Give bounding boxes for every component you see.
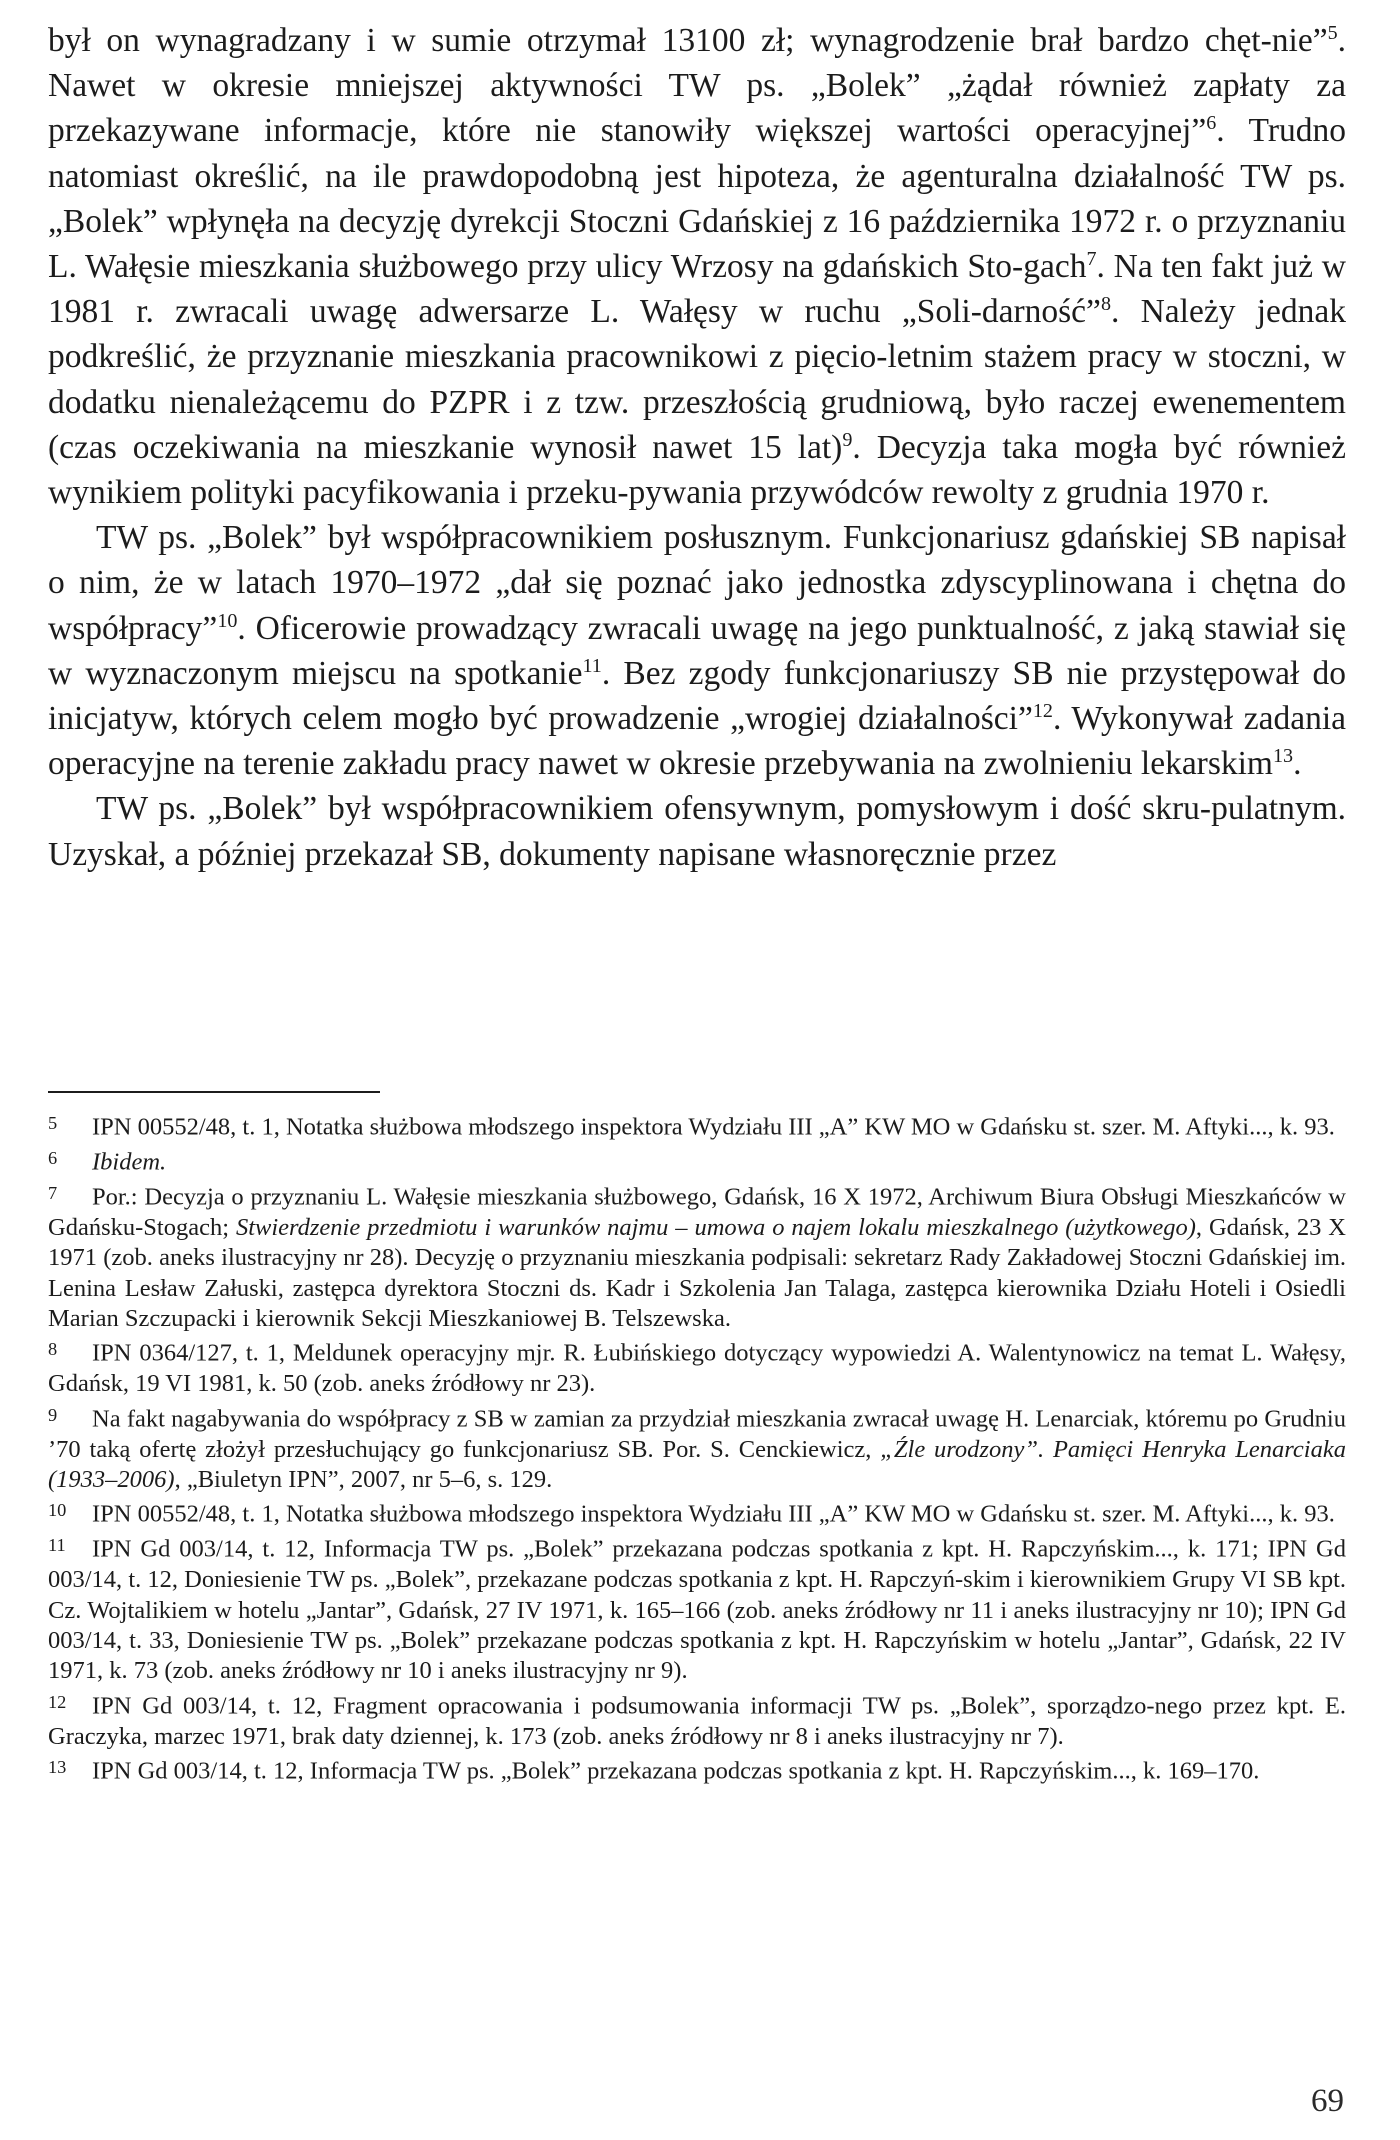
footnote-text: IPN Gd 003/14, t. 12, Informacja TW ps. „Bolek” przekazana podczas spotkania z kpt. H. Rapczyńskim..., k. 171; IPN Gd 003/14, t. 12, Doniesienie TW ps. „Bolek”, przekazane podczas spotkania z kpt. H. Rapczyń-skim i kierownikiem Grupy VI SB kpt. Cz. Wojtalikiem w hotelu „Jantar”, Gdańsk, 27 IV 1971, k. 165–166 (zob. aneks źródłowy nr 11 i aneks ilustracyjny nr 10); IPN Gd 003/14, t. 33, Doniesienie TW ps. „Bolek” przekazane podczas spotkania z kpt. H. Rapczyńskim w hotelu „Jantar”, Gdańsk, 22 IV 1971, k. 73 (zob. aneks źródłowy nr 10 i aneks ilustracyjny nr 9). — [48, 1535, 1346, 1685]
paragraph-text: . Na ten fakt już w 1981 r. zwracali uwagę adwersarze L. Wałęsy w ruchu „Soli-darność” — [48, 248, 1346, 331]
footnote-number: 11 — [48, 1535, 66, 1556]
footnote-number: 10 — [48, 1500, 67, 1521]
footnote-ref: 13 — [1273, 745, 1294, 768]
paragraph-text: . Trudno natomiast określić, na ile prawdopodobną jest hipoteza, że agenturalna działalność TW ps. „Bolek” wpłynęła na decyzję dyrekcji Stoczni Gdańskiej z 16 października 1972 r. o przyznaniu L. Wałęsie mieszkania służbowego przy ulicy Wrzosy na gdańskich Sto-gach — [48, 112, 1346, 286]
footnote — [48, 1400, 1346, 1496]
paragraph-text: . Należy jednak podkreślić, że przyznanie mieszkania pracownikowi z pięcio-letnim stażem pracy w stoczni, w dodatku nienależącemu do PZPR i z tzw. przeszłością grudniową, było raczej ewenementem (czas oczekiwania na mieszkanie wynosił nawet 15 lat) — [48, 293, 1346, 466]
footnote-ref: 5 — [1327, 21, 1338, 44]
body-paragraph — [48, 515, 1346, 786]
footnote-number: 5 — [48, 1113, 58, 1133]
footnote-text: IPN 00552/48, t. 1, Notatka służbowa młodszego inspektora Wydziału III „A” KW MO w Gdańsku st. szer. M. Aftyki..., k. 93. — [92, 1500, 1335, 1528]
footnote-italic: Stwierdzenie przedmiotu i warunków najmu – umowa o najem lokalu mieszkalnego (użytkowego) — [235, 1213, 1196, 1241]
footnote — [48, 1143, 1346, 1178]
body-paragraph — [48, 786, 1346, 876]
main-text — [48, 18, 1346, 877]
paragraph-text: był on wynagradzany i w sumie otrzymał 13100 zł; wynagrodzenie brał bardzo chęt-nie” — [48, 22, 1328, 59]
body-paragraph — [48, 18, 1346, 515]
footnote — [48, 1495, 1346, 1530]
paragraph-text: . Oficerowie prowadzący zwracali uwagę na jego punktualność, z jaką stawiał się w wyznaczonym miejscu na spotkanie — [48, 609, 1346, 692]
footnote-ref: 7 — [1086, 247, 1097, 270]
footnote-text: , Gdańsk, 23 X 1971 (zob. aneks ilustracyjny nr 28). Decyzję o przyznaniu mieszkania podpisali: sekretarz Rady Zakładowej Stoczni Gdańskiej im. Lenina Lesław Załuski, zastępca dyrektora Stoczni ds. Kadr i Szkolenia Jan Talaga, zastępca kierownika Działu Hoteli i Osiedli Marian Szczupacki i kierownik Sekcji Mieszkaniowej B. Telszewska. — [48, 1213, 1346, 1332]
footnote-ref: 9 — [842, 428, 853, 451]
footnote-text: IPN Gd 003/14, t. 12, Informacja TW ps. „Bolek” przekazana podczas spotkania z kpt. H. Rapczyńskim..., k. 169–170. — [92, 1757, 1260, 1785]
footnote — [48, 1530, 1346, 1687]
footnote-number: 7 — [48, 1182, 58, 1203]
footnote-number: 9 — [48, 1404, 58, 1425]
footnote-ref: 6 — [1206, 112, 1217, 135]
paragraph-text: . — [1293, 745, 1302, 783]
footnote — [48, 1334, 1346, 1399]
footnote-ref: 11 — [582, 654, 602, 677]
paragraph-text: . Nawet w okresie mniejszej aktywności TW ps. „Bolek” „żądał również zapłaty za przekazywane informacje, które nie stanowiły większej wartości operacyjnej” — [48, 22, 1346, 150]
footnote — [48, 1108, 1346, 1143]
footnote-text: Por.: Decyzja o przyznaniu L. Wałęsie mieszkania służbowego, Gdańsk, 16 X 1972, Archiwum Biura Obsługi Mieszkańców w Gdańsku-Stogach; — [48, 1183, 1346, 1241]
footnote — [48, 1178, 1346, 1335]
footnote-number: 13 — [48, 1757, 67, 1778]
footnote-ref: 10 — [217, 609, 238, 632]
footnote-text: , „Biuletyn IPN”, 2007, nr 5–6, s. 129. — [174, 1465, 553, 1493]
footnote-text: Na fakt nagabywania do współpracy z SB w zamian za przydział mieszkania zwracał uwagę H. Lenarciak, któremu po Grudniu ’70 taką ofertę złożył przesłuchujący go funkcjonariusz SB. Por. S. Cenckiewicz, — [48, 1405, 1346, 1463]
paragraph-text: . Bez zgody funkcjonariuszy SB nie przystępował do inicjatyw, których celem mogło być prowadzenie „wrogiej działalności” — [48, 654, 1347, 738]
paragraph-text: . Wykonywał zadania operacyjne na terenie zakładu pracy nawet w okresie przebywania na zwolnieniu lekarskim — [48, 700, 1347, 783]
footnote-number: 8 — [48, 1339, 58, 1360]
footnotes — [48, 1108, 1346, 1787]
footnote-ref: 8 — [1100, 293, 1111, 316]
paragraph-text: TW ps. „Bolek” był współpracownikiem ofensywnym, pomysłowym i dość skru-pulatnym. Uzyskał, a później przekazał SB, dokumenty napisane własnoręcznie przez — [48, 790, 1346, 873]
footnote-italic: Ibidem. — [92, 1148, 167, 1176]
footnote-text: IPN 0364/127, t. 1, Meldunek operacyjny mjr. R. Łubińskiego dotyczący wypowiedzi A. Walentynowicz na temat L. Wałęsy, Gdańsk, 19 VI 1981, k. 50 (zob. aneks źródłowy nr 23). — [48, 1339, 1346, 1398]
footnote-number: 6 — [48, 1147, 58, 1168]
footnote — [48, 1687, 1346, 1752]
footnote-text: IPN Gd 003/14, t. 12, Fragment opracowania i podsumowania informacji TW ps. „Bolek”, sporządzo-nego przez kpt. E. Graczyka, marzec 1971, brak daty dziennej, k. 173 (zob. aneks źródłowy nr 8 i aneks ilustracyjny nr 7). — [48, 1692, 1346, 1750]
footnote-italic: „Źle urodzony”. Pamięci Henryka Lenarciaka (1933–2006) — [48, 1435, 1346, 1493]
footnote-number: 12 — [48, 1691, 67, 1712]
footnote-text: IPN 00552/48, t. 1, Notatka służbowa młodszego inspektora Wydziału III „A” KW MO w Gdańsku st. szer. M. Aftyki..., k. 93. — [92, 1113, 1335, 1141]
footnote-separator — [48, 1091, 380, 1093]
footnote — [48, 1752, 1346, 1787]
paragraph-text: . Decyzja taka mogła być również wynikiem polityki pacyfikowania i przeku-pywania przywódców rewolty z grudnia 1970 r. — [48, 428, 1346, 512]
page-number: 69 — [1311, 2083, 1344, 2119]
paragraph-text: TW ps. „Bolek” był współpracownikiem posłusznym. Funkcjonariusz gdańskiej SB napisał o nim, że w latach 1970–1972 „dał się poznać jako jednostka zdyscyplinowana i chętna do współpracy” — [48, 519, 1346, 647]
footnote-ref: 12 — [1032, 699, 1053, 722]
